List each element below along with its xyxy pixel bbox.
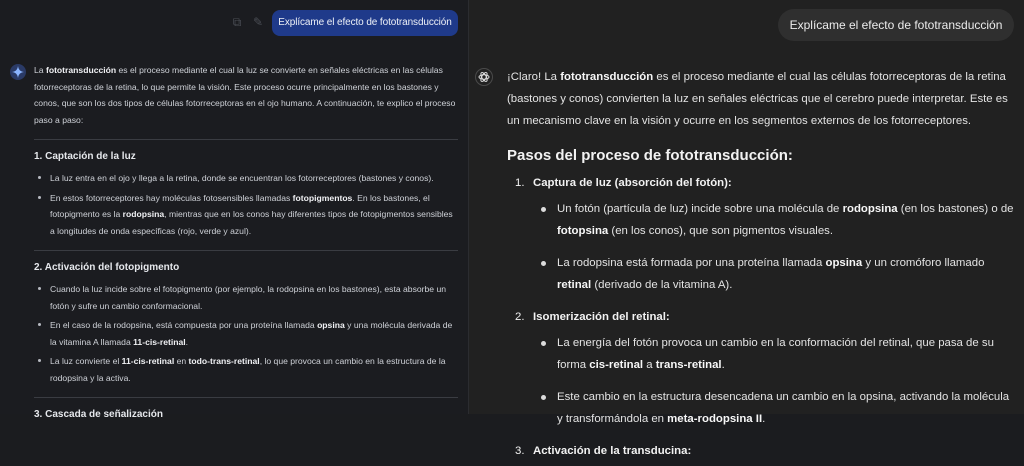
gemini-avatar-icon (10, 64, 26, 80)
list-item: La luz convierte el 11-cis-retinal en todo-trans-retinal, lo que provoca un cambio en la estructura de la rodopsina y la activa. (34, 353, 458, 386)
step-2 (507, 306, 1017, 430)
list-item: En estos fotorreceptores hay moléculas fotosensibles llamadas fotopigmentos. En los bastones, el fotopigmento es la rodopsina, mientras que en los conos hay diferentes tipos de fotopigmentos sensibles a longitudes de onda específicas (rojo, verde y azul). (34, 190, 458, 240)
list-item: La rodopsina está formada por una proteína llamada opsina y un cromóforo llamado retinal (derivado de la vitamina A). (533, 252, 1017, 296)
step-2-list (533, 332, 1017, 430)
list-item: En el caso de la rodopsina, está compuesta por una proteína llamada opsina y una molécula derivada de la vitamina A llamada 11-cis-retinal. (34, 317, 458, 350)
copy-icon[interactable]: ⧉ (232, 15, 242, 29)
right-section-heading: Pasos del proceso de fototransducción: (507, 147, 793, 164)
left-intro-paragraph: La fototransducción es el proceso mediante el cual la luz se convierte en señales eléctricas en las células fotorreceptoras de la retina, lo que permite la visión. Este proceso ocurre principalmente en los bastones y conos, que son los dos tipos de células fotorreceptoras en el ojo humano. A continuación, te explico el proceso paso a paso: (34, 65, 456, 125)
list-item: Un fotón (partícula de luz) incide sobre una molécula de rodopsina (en los bastones) o de fotopsina (en los conos), que son pigmentos visuales. (533, 198, 1017, 242)
step-1-list (533, 198, 1017, 296)
list-item: La energía del fotón provoca un cambio en la conformación del retinal, que pasa de su forma cis-retinal a trans-retinal. (533, 332, 1017, 376)
chatgpt-logo-icon (475, 68, 493, 86)
left-section-1-list (34, 170, 458, 239)
left-section-2-title: 2. Activación del fotopigmento (34, 262, 180, 273)
right-assistant-response (507, 66, 1017, 466)
left-user-prompt-bubble: Explícame el efecto de fototransducción (272, 10, 458, 36)
step-1-title: 1. Captura de luz (absorción del fotón): (515, 177, 732, 189)
left-section-2-list (34, 281, 458, 386)
left-user-turn (0, 10, 468, 36)
left-chat-pane (0, 0, 468, 420)
left-section-1-title: 1. Captación de la luz (34, 151, 136, 162)
divider (34, 139, 458, 140)
divider (34, 250, 458, 251)
list-item: Este cambio en la estructura desencadena un cambio en la opsina, activando la molécula y transformándola en meta-rodopsina II. (533, 386, 1017, 430)
step-3-title: 3. Activación de la transducina: (515, 445, 692, 457)
step-2-title: 2. Isomerización del retinal: (515, 311, 670, 323)
left-section-3-title: 3. Cascada de señalización (34, 409, 163, 420)
left-assistant-response (34, 62, 458, 428)
list-item: Cuando la luz incide sobre el fotopigmento (por ejemplo, la rodopsina en los bastones), esta absorbe un fotón y sufre un cambio conformacional. (34, 281, 458, 314)
step-1 (507, 172, 1017, 296)
divider (34, 397, 458, 398)
list-item: La luz entra en el ojo y llega a la retina, donde se encuentran los fotorreceptores (bastones y conos). (34, 170, 458, 187)
step-3 (507, 440, 1017, 462)
edit-icon[interactable]: ✎ (252, 15, 264, 29)
right-intro-paragraph: ¡Claro! La fototransducción es el proceso mediante el cual las células fotorreceptoras de la retina (bastones y conos) convierten la luz en señales eléctricas que el cerebro puede interpretar. Este es un mecanismo clave en la visión y ocurre en los segmentos externos de los fotorreceptores. (507, 71, 1008, 127)
right-chat-pane (469, 0, 1024, 457)
right-user-prompt-bubble: Explícame el efecto de fototransducción (778, 9, 1014, 41)
